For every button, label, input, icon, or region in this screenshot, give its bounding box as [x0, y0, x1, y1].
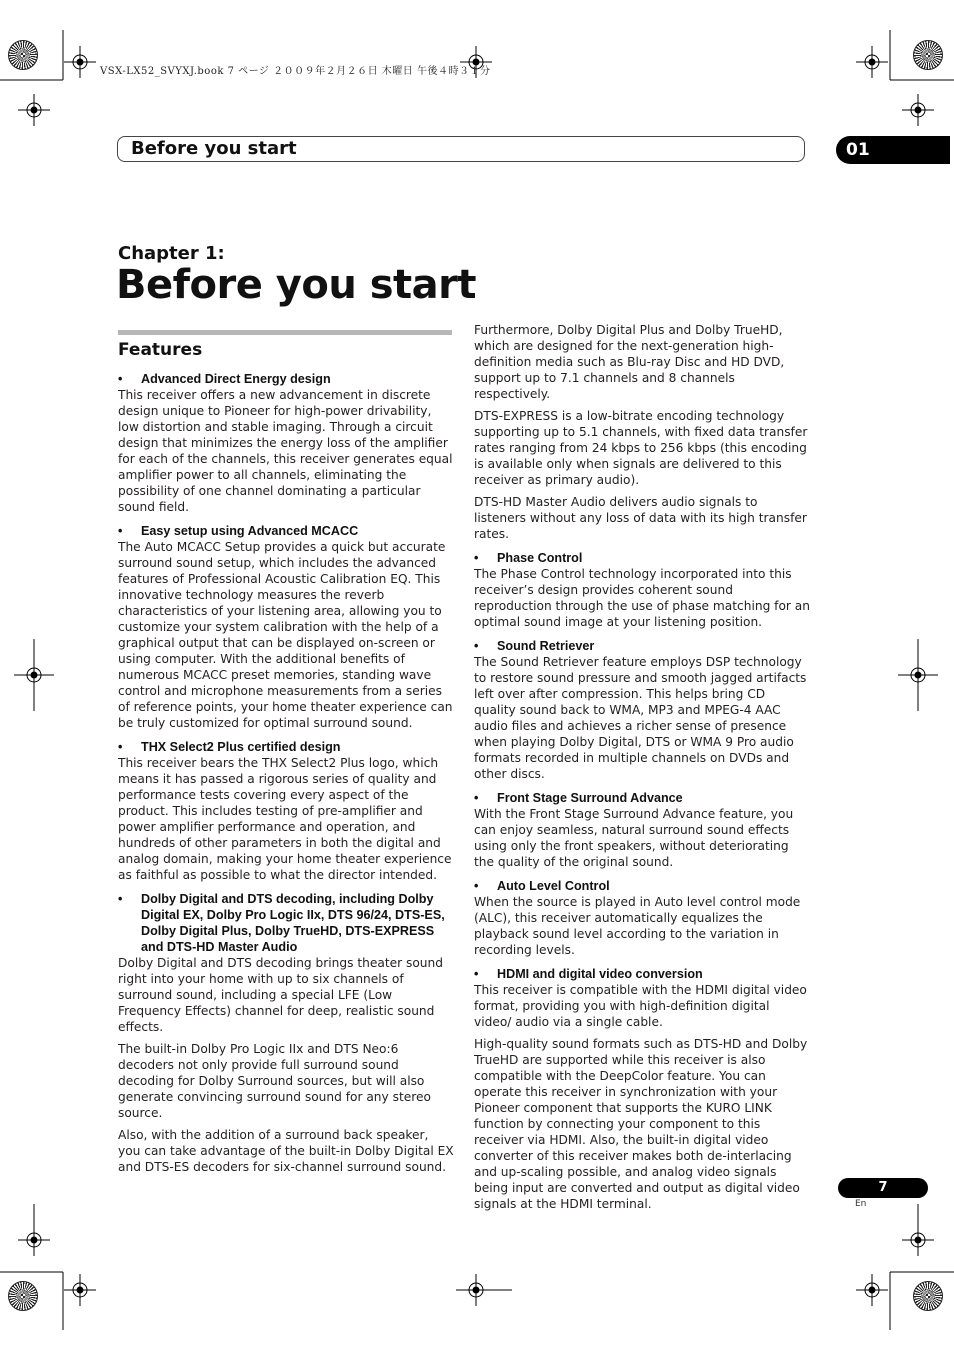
feature-heading — [474, 790, 810, 806]
feature-paragraph: The built-in Dolby Pro Logic IIx and DTS Neo:6 decoders not only provide full surround sound decoding for Dolby Surround sources, but will also generate convincing surround sound for any stereo source. — [118, 1042, 431, 1120]
right-column — [474, 322, 810, 1220]
feature-heading-text: Dolby Digital and DTS decoding, including Dolby Digital EX, Dolby Pro Logic IIx, DTS 96/24, DTS-ES, Dolby Digital Plus, Dolby TrueHD, DTS-EXPRESS and DTS-HD Master Audio — [141, 892, 445, 954]
feature-item — [474, 550, 810, 630]
feature-heading-text: Front Stage Surround Advance — [497, 791, 683, 805]
bullet-icon: • — [118, 892, 123, 906]
bullet-icon: • — [474, 639, 479, 653]
feature-item — [474, 878, 810, 958]
feature-paragraph: When the source is played in Auto level control mode (ALC), this receiver automatically equalizes the playback sound level according to the variation in recording levels. — [474, 895, 801, 957]
feature-heading — [474, 550, 810, 566]
feature-paragraph: With the Front Stage Surround Advance feature, you can enjoy seamless, natural surround sound effects using only the front speakers, without deteriorating the quality of the original sound. — [474, 807, 794, 869]
bullet-icon: • — [474, 879, 479, 893]
feature-item — [118, 371, 454, 515]
feature-heading — [474, 638, 810, 654]
feature-paragraph: This receiver is compatible with the HDMI digital video format, providing you with high-definition digital video/ audio via a single cable. — [474, 983, 807, 1029]
page-number: 7 — [838, 1178, 928, 1198]
bullet-icon: • — [474, 791, 479, 805]
features-heading: Features — [118, 340, 203, 360]
bullet-icon: • — [118, 524, 123, 538]
feature-paragraph: The Sound Retriever feature employs DSP technology to restore sound pressure and smooth jagged artifacts left over after compression. This helps bring CD quality sound back to WMA, MP3 and MPEG-4 AAC audio files and achieves a richer sense of presence when playing Dolby Digital, DTS or WMA 9 Pro audio formats recorded in multiple channels on DVDs and other discs. — [474, 655, 807, 781]
section-rule — [118, 330, 452, 335]
section-header-title: Before you start — [131, 138, 297, 159]
feature-paragraph: High-quality sound formats such as DTS-HD and Dolby TrueHD are supported while this receiver is also compatible with the DeepColor feature. You can operate this receiver in synchronization with your Pioneer component that supports the KURO LINK function by connecting your component to this receiver via HDMI. Also, the built-in digital video converter of this receiver makes both de-interlacing and up-scaling possible, and analog video signals being input are converted and output as digital video signals at the HDMI terminal. — [474, 1037, 808, 1211]
feature-heading — [118, 739, 454, 755]
feature-item — [474, 790, 810, 870]
language-code: En — [855, 1199, 867, 1209]
feature-paragraph: Also, with the addition of a surround back speaker, you can take advantage of the built-in Dolby Digital EX and DTS-ES decoders for six-channel surround sound. — [118, 1128, 454, 1174]
left-column — [118, 371, 454, 1183]
feature-heading-text: THX Select2 Plus certified design — [141, 740, 341, 754]
feature-heading-text: Sound Retriever — [497, 639, 595, 653]
feature-item — [118, 523, 454, 731]
chapter-number-tab: 01 — [836, 136, 950, 164]
feature-paragraph: The Phase Control technology incorporated into this receiver’s design provides coherent sound reproduction through the use of phase matching for an optimal sound image at your listening position. — [474, 567, 811, 629]
feature-heading-text: Auto Level Control — [497, 879, 610, 893]
feature-heading — [118, 371, 454, 387]
intro-paragraph: DTS-EXPRESS is a low-bitrate encoding technology supporting up to 5.1 channels, with fixed data transfer rates ranging from 24 kbps to 256 kbps (this encoding is available only when signals are delivered to this receiver as primary audio). — [474, 409, 808, 487]
feature-item — [474, 638, 810, 782]
right-column-intro — [474, 322, 810, 550]
right-column-items — [474, 550, 810, 1212]
bullet-icon: • — [118, 740, 123, 754]
intro-paragraph: Furthermore, Dolby Digital Plus and Dolby TrueHD, which are designed for the next-generation high-definition media such as Blu-ray Disc and HD DVD, support up to 7.1 channels and 8 channels respectively. — [474, 323, 785, 401]
feature-heading-text: Phase Control — [497, 551, 583, 565]
feature-paragraph: This receiver bears the THX Select2 Plus logo, which means it has passed a rigorous series of quality and performance tests covering every aspect of the product. This includes testing of pre-amplifier and power amplifier performance and operation, and hundreds of other parameters in both the digital and analog domain, making your home theater experience as faithful as possible to what the director intended. — [118, 756, 452, 882]
feature-paragraph: This receiver offers a new advancement in discrete design unique to Pioneer for high-power drivability, low distortion and stable imaging. Through a circuit design that minimizes the energy loss of the amplifier for each of the channels, this receiver generates equal amplifier power to all channels, eliminating the possibility of one channel dominating a particular sound field. — [118, 388, 453, 514]
feature-heading — [118, 891, 454, 955]
feature-item — [118, 739, 454, 883]
bullet-icon: • — [118, 372, 123, 386]
intro-paragraph: DTS-HD Master Audio delivers audio signals to listeners without any loss of data with its high transfer rates. — [474, 495, 807, 541]
feature-item — [118, 891, 454, 1175]
bullet-icon: • — [474, 967, 479, 981]
feature-heading-text: Easy setup using Advanced MCACC — [141, 524, 359, 538]
feature-heading — [474, 966, 810, 982]
page-title: Before you start — [116, 262, 477, 308]
running-head: VSX-LX52_SVYXJ.book 7 ページ ２００９年２月２６日 木曜日 午後４時３１分 — [100, 66, 491, 77]
feature-heading — [474, 878, 810, 894]
feature-item — [474, 966, 810, 1212]
feature-heading-text: Advanced Direct Energy design — [141, 372, 331, 386]
chapter-label: Chapter 1: — [118, 243, 225, 264]
feature-paragraph: The Auto MCACC Setup provides a quick but accurate surround sound setup, which includes the advanced features of Professional Acoustic Calibration EQ. This innovative technology measures the reverb characteristics of your listening area, allowing you to customize your system calibration with the help of a graphical output that can be displayed on-screen or using computer. With the additional benefits of numerous MCACC preset memories, standing wave control and microphone measurements from a series of reference points, your home theater experience can be truly customized for optimal surround sound. — [118, 540, 453, 730]
bullet-icon: • — [474, 551, 479, 565]
feature-heading — [118, 523, 454, 539]
feature-heading-text: HDMI and digital video conversion — [497, 967, 703, 981]
feature-paragraph: Dolby Digital and DTS decoding brings theater sound right into your home with up to six channels of surround sound, including a special LFE (Low Frequency Effects) channel for deep, realistic sound effects. — [118, 956, 443, 1034]
